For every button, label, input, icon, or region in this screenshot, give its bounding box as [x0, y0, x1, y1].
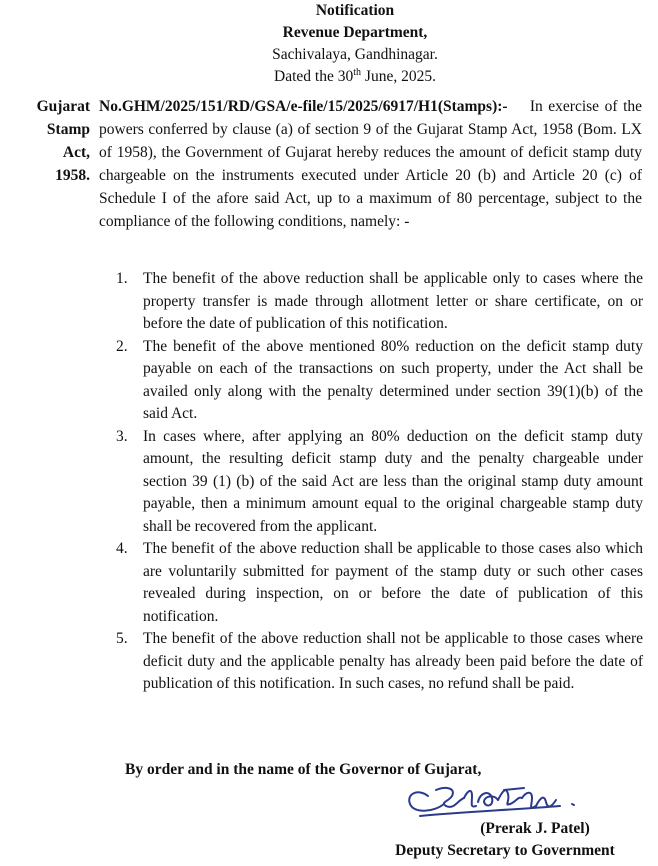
signatory-name: (Prerak J. Patel): [480, 820, 590, 837]
place-line: Sachivalaya, Gandhinagar.: [272, 46, 438, 63]
date-superscript: th: [353, 66, 362, 78]
signature-strokes: [409, 788, 574, 816]
condition-text: The benefit of the above reduction shall be applicable only to cases where the property transfer is made through allotment letter or share certificate, on or before the date of publication of this notification.: [143, 270, 643, 332]
date-line: [52, 66, 658, 88]
handwritten-signature: [400, 776, 610, 822]
signatory-designation: Deputy Secretary to Government: [395, 842, 615, 859]
condition-number: 2.: [116, 337, 128, 355]
condition-number: 1.: [116, 270, 128, 287]
condition-number: 5.: [116, 630, 128, 647]
margin-note-line: Stamp: [46, 121, 90, 138]
notification-reference: No.GHM/2025/151/RD/GSA/e-file/15/2025/6917/H1(Stamps):-: [99, 98, 508, 115]
intro-text: In exercise of the powers conferred by clause (a) of section 9 of the Gujarat Stamp Act, 1958 (Bom. LX of 1958), the Government of Gujarat hereby reduces the amount of deficit stamp duty chargeable on the instruments executed under Article 20 (b) and Article 20 (c) of Schedule I of the afore said Act, up to a maximum of 80 percentage, subject to the compliance of the following conditions, namely: -: [99, 98, 643, 230]
condition-item: [116, 268, 643, 336]
notification-title: Notification: [315, 2, 395, 19]
margin-note-line: Act,: [62, 144, 90, 161]
margin-note-line: 1958.: [55, 167, 90, 184]
condition-text: The benefit of the above reduction shall not be applicable to those cases where deficit duty and the applicable penalty has already been paid before the date of publication of this notification. In such cases, no refund shall be paid.: [143, 630, 643, 692]
margin-note: [10, 95, 90, 187]
conditions-list: [116, 268, 643, 696]
margin-note-line: Gujarat: [36, 98, 90, 115]
condition-text: In cases where, after applying an 80% deduction on the deficit stamp duty amount, the resulting deficit stamp duty and the penalty chargeable under section 39 (1) (b) of the said Act are less than the original stamp duty amount payable, then a minimum amount equal to the original chargeable stamp duty shall be recovered from the applicant.: [143, 427, 643, 535]
condition-item: [116, 426, 643, 539]
condition-number: 3.: [116, 427, 128, 445]
notification-header: [0, 0, 658, 88]
condition-text: The benefit of the above reduction shall be applicable to those cases also which are voluntarily submitted for payment of the stamp duty or such other cases revealed during inspection, on or before the date of publication of this notification.: [143, 540, 643, 625]
department-name: Revenue Department,: [282, 24, 428, 41]
condition-text: The benefit of the above mentioned 80% reduction on the deficit stamp duty payable on each of the transactions on such property, under the Act shall be availed only along with the penalty determined under section 39(1)(b) of the said Act.: [143, 337, 643, 422]
condition-number: 4.: [116, 540, 128, 557]
date-prefix: Dated the 30: [274, 68, 354, 85]
intro-paragraph: [99, 95, 642, 233]
closing-line: By order and in the name of the Governor of Gujarat,: [125, 761, 482, 778]
condition-item: [116, 336, 643, 426]
condition-item: [116, 628, 643, 696]
condition-item: [116, 538, 643, 628]
signatory-block: [360, 818, 650, 862]
date-suffix: June, 2025.: [361, 68, 436, 85]
